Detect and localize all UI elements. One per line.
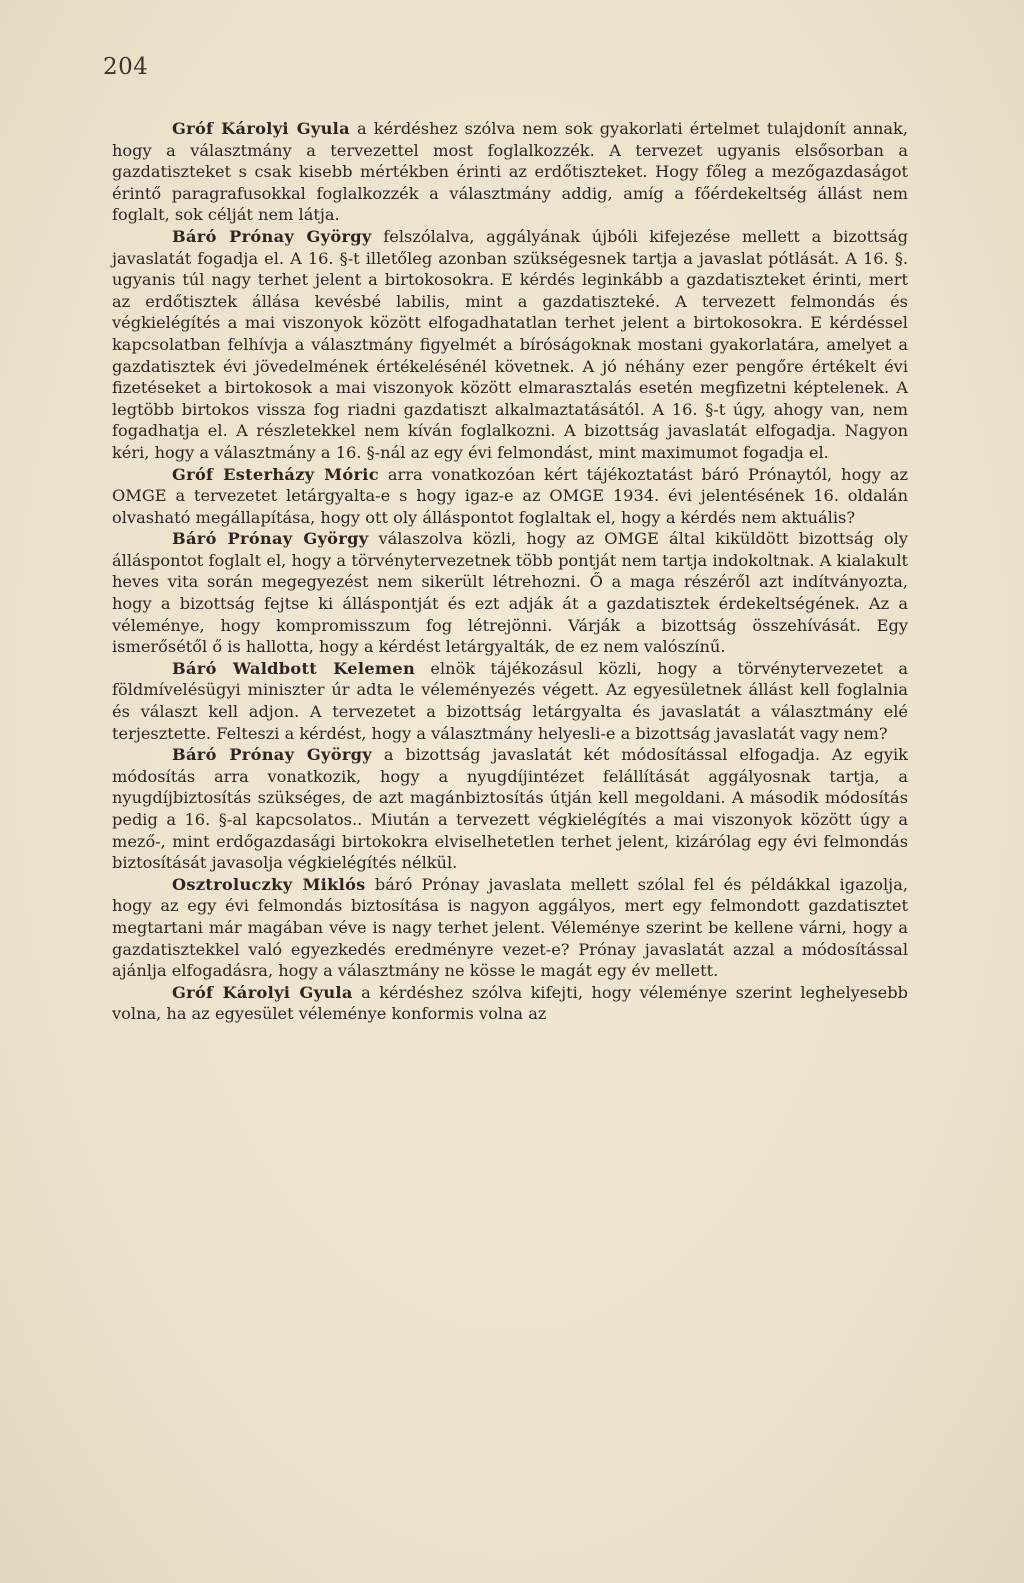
- speaker-name: Gróf Esterházy Móric: [172, 464, 379, 484]
- paragraph-text: a kérdéshez szólva nem sok gyakorlati értelmet tulajdonít annak, hogy a választmány a tervezettel most foglalkozzék. A tervezet ugyanis elsősorban a gazdatiszteket s csak kisebb mértékben érinti az erdőtiszteket. Hogy főleg a mezőgazdaságot érintő paragrafusokkal foglalkozzék a választmány addig, amíg a főérdekeltség állást nem foglalt, sok célját nem látja.: [112, 119, 909, 225]
- paragraph-text: válaszolva közli, hogy az OMGE által kiküldött bizottság oly álláspontot foglalt el, hogy a törvénytervezetnek több pontját nem tartja indokoltnak. A kialakult heves vita során megegyezést nem sikerült létrehozni. Ő a maga részéről azt indítványozta, hogy a bizottság fejtse ki álláspontját és ezt adják át a gazdatisztek érdekeltségének. Az a véleménye, hogy kompromisszum fog létrejönni. Várják a bizottság összehívását. Egy ismerősétől ő is hallotta, hogy a kérdést letárgyalták, de ez nem valószínű.: [112, 529, 908, 657]
- paragraph-text: a kérdéshez szólva kifejti, hogy véleménye szerint leghelyesebb volna, ha az egyesület véleménye konformis volna az: [112, 982, 908, 1024]
- speaker-name: Báró Prónay György: [172, 226, 372, 246]
- paragraph: [112, 464, 908, 529]
- paragraph: [112, 118, 908, 226]
- paragraph: [112, 658, 908, 744]
- speaker-name: Báró Waldbott Kelemen: [172, 658, 416, 678]
- paragraph-text: felszólalva, aggályának újbóli kifejezése mellett a bizottság javaslatát fogadja el. A 16. §-t illetőleg azonban szükségesnek tartja a javaslat pótlását. A 16. §. ugyanis túl nagy terhet jelent a birtokosokra. E kérdés leginkább a gazdatiszteket érinti, mert az erdőtisztek állása kevésbé labilis, mint a gazdatiszteké. A tervezett felmondás és végkielégítés a mai viszonyok között elfogadhatatlan terhet jelent a birtokosokra. E kérdéssel kapcsolatban felhívja a választmány figyelmét a bíróságoknak mostani gyakorlatára, amelyet a gazdatisztek évi jövedelmének értékelésénél követnek. A jó néhány ezer pengőre értékelt évi fizetéseket a birtokosok a mai viszonyok között elmarasztalás esetén megfizetni képtelenek. A legtöbb birtokos vissza fog riadni gazdatiszt alkalmaztatásától. A 16. §-t úgy, ahogy van, nem fogadhatja el. A részletekkel nem kíván foglalkozni. A bizottság javaslatát elfogadja. Nagyon kéri, hogy a választmány a 16. §-nál az egy évi felmondást, mint maximumot fogadja el.: [112, 226, 909, 462]
- paragraph: [112, 226, 908, 464]
- paragraph: [112, 528, 908, 658]
- speaker-name: Báró Prónay György: [172, 529, 369, 549]
- document-body: [112, 118, 908, 1025]
- paragraph: [112, 874, 908, 982]
- paragraph-text: elnök tájékozásul közli, hogy a törvénytervezetet a földmívelésügyi miniszter úr adta le véleményezés végett. Az egyesületnek állást kell foglalnia és választ kell adjon. A tervezetet a bizottság letárgyalta és javaslatát a választmány elé terjesztette. Felteszi a kérdést, hogy a választmány helyesli-e a bizottság javaslatát vagy nem?: [112, 658, 908, 743]
- page-number: 204: [103, 54, 149, 80]
- paragraph-text: báró Prónay javaslata mellett szólal fel és példákkal igazolja, hogy az egy évi felmondás biztosítása is nagyon aggályos, mert egy felmondott gazdatisztet megtartani már magában véve is nagy terhet jelent. Véleménye szerint be kellene várni, hogy a gazdatisztekkel való egyezkedés eredményre vezet-e? Prónay javaslatát azzal a módosítással ajánlja elfogadásra, hogy a választmány ne kösse le magát egy év mellett.: [112, 874, 908, 981]
- paragraph: [112, 982, 908, 1025]
- speaker-name: Báró Prónay György: [172, 745, 373, 765]
- paragraph-text: arra vonatkozóan kért tájékoztatást báró Prónaytól, hogy az OMGE a tervezetet letárgyalta-e s hogy igaz-e az OMGE 1934. évi jelentésének 16. oldalán olvasható megállapítása, hogy ott oly álláspontot foglaltak el, hogy a kérdés nem aktuális?: [112, 464, 909, 527]
- paragraph: [112, 744, 908, 874]
- speaker-name: Osztroluczky Miklós: [172, 874, 366, 894]
- paragraph-text: a bizottság javaslatát két módosítással elfogadja. Az egyik módosítás arra vonatkozik, hogy a nyugdíjintézet felállítását aggályosnak tartja, a nyugdíjbiztosítás szükséges, de azt magánbiztosítás útján kell megoldani. A második módosítás pedig a 16. §-al kapcsolatos.. Miután a tervezett végkielégítés a mai viszonyok között úgy a mező-, mint erdőgazdasági birtokokra elviselhetetlen terhet jelent, kizárólag egy évi felmondás biztosítását javasolja végkielégítés nélkül.: [112, 745, 908, 873]
- speaker-name: Gróf Károlyi Gyula: [172, 119, 350, 138]
- speaker-name: Gróf Károlyi Gyula: [172, 982, 353, 1002]
